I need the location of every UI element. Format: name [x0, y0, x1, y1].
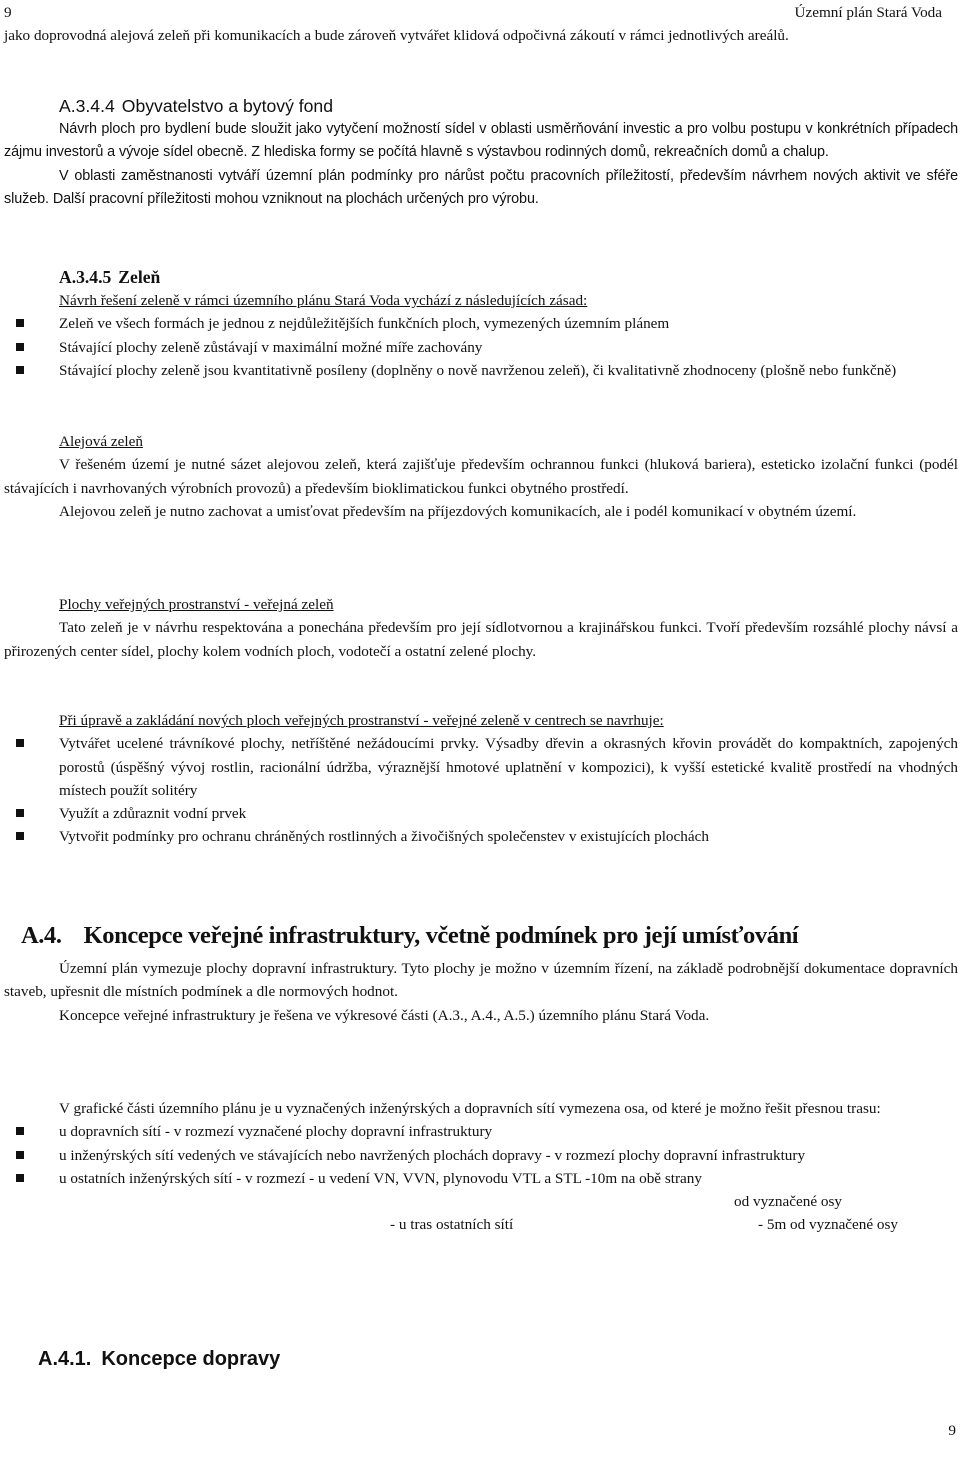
square-bullet-icon — [16, 809, 24, 817]
list-item: Stávající plochy zeleně jsou kvantitativně posíleny (doplněny o nově navrženou zeleň), či kvalitativně zhodnoceny (plošně nebo funkčně) — [4, 359, 958, 382]
subsection-alejova-zelen — [4, 430, 958, 523]
section-heading-infrastruktura — [4, 921, 958, 951]
paragraph-bydleni-part1: Návrh ploch pro bydlení bude sloužit jako vytyčení možností sídel v oblasti usměrňování investic a pro volbu postupu v konkrétních případech zájmu investorů a vývoje sídel obecně. — [4, 121, 958, 161]
tras-row — [4, 1213, 958, 1236]
section-number: A.4.1. — [38, 1348, 92, 1370]
infrastruktura-text — [4, 957, 958, 1027]
section-number: A.3.4.4 — [59, 96, 115, 116]
intro-block — [4, 24, 958, 47]
paragraph-zamestnanost-part1: V oblasti zaměstnanosti vytváří územní plán podmínky pro nárůst počtu pracovních příležitostí, především návrhem nových aktivit ve sféře služeb. — [4, 167, 958, 207]
verejna-zelen-heading: Plochy veřejných prostranství - veřejná zeleň — [59, 596, 334, 613]
subsection-verejna-zelen — [4, 593, 958, 663]
section-title: Koncepce veřejné infrastruktury, včetně podmínek pro její umísťování — [83, 922, 799, 949]
paragraph-zamestnanost — [4, 165, 958, 212]
alejova-zelen-heading: Alejová zeleň — [59, 433, 143, 450]
section-doprava — [4, 1345, 958, 1373]
list-item: Využít a zdůraznit vodní prvek — [4, 802, 958, 825]
square-bullet-icon — [16, 832, 24, 840]
zelen-intro: Návrh řešení zeleně v rámci územního plánu Stará Voda vychází z následujících zásad: — [59, 292, 588, 309]
zelen-principles-list — [4, 312, 958, 382]
list-item: u inženýrských sítí vedených ve stávajících nebo navržených plochách dopravy - v rozmezí plochy dopravní infrastruktury — [4, 1144, 958, 1167]
infrastruktura-paragraph-1: Územní plán vymezuje plochy dopravní infrastruktury. Tyto plochy je možno v územním řízení, na základě podrobnější dokumentace dopravních staveb, upřesnit dle místních podmínek a dle normových hodnot. — [4, 960, 958, 1001]
section-heading-obyvatelstvo — [4, 94, 958, 118]
verejna-zelen-paragraph: Tato zeleň je v návrhu respektována a ponechána především pro její sídlotvornou a krajinářskou funkci. Tvoří především rozsáhlé plochy návsí a přirozených center sídel, plochy kolem vodních ploch, vodotečí a ostatní zelené plochy. — [4, 619, 958, 660]
intro-paragraph: jako doprovodná alejová zeleň při komunikacích a bude zároveň vytvářet klidová odpočivná zákoutí v rámci jednotlivých areálů. — [4, 27, 789, 44]
trasy-list — [4, 1120, 958, 1190]
section-heading-doprava — [4, 1345, 958, 1373]
square-bullet-icon — [16, 1151, 24, 1159]
running-header-title: Územní plán Stará Voda — [794, 4, 942, 21]
section-zelen — [4, 265, 958, 382]
section-number: A.3.4.5 — [59, 267, 112, 287]
uprava-intro: Při úpravě a zakládání nových ploch veřejných prostranství - veřejné zeleně v centrech se navrhuje: — [59, 712, 664, 729]
alejova-zelen-paragraph-1: V řešeném území je nutné sázet alejovou zeleň, která zajišťuje především ochrannou funkci (hluková bariera), esteticko izolační funkci (podél stávajících i navrhovaných výrobních provozů) a především bioklimatickou funkci obytného prostředí. — [4, 456, 958, 497]
uprava-list — [4, 732, 958, 848]
square-bullet-icon — [16, 343, 24, 351]
section-title: Koncepce dopravy — [101, 1348, 281, 1370]
section-infrastruktura — [4, 921, 958, 951]
paragraph-bydleni-part2: Z hlediska formy se počítá hlavně s výstavbou rodinných domů, rekreačních domů a chalup. — [251, 144, 829, 161]
square-bullet-icon — [16, 319, 24, 327]
tras-ostatnich-siti: - u tras ostatních sítí — [390, 1216, 514, 1234]
tras-vzdalenost: - 5m od vyznačené osy — [758, 1216, 899, 1234]
infrastruktura-paragraph-2: Koncepce veřejné infrastruktury je řešena ve výkresové části (A.3., A.4., A.5.) územního plánu Stará Voda. — [59, 1006, 710, 1024]
list-item: u ostatních inženýrských sítí - v rozmezí - u vedení VN, VVN, plynovodu VTL a STL -10m na obě strany — [4, 1167, 958, 1190]
list-item: Vytvořit podmínky pro ochranu chráněných rostlinných a živočišných společenstev v existujících plochách — [4, 825, 958, 848]
list-item: Vytvářet ucelené trávníkové plochy, netříštěné nežádoucími prvky. Výsadby dřevin a okrasných křovin provádět do kompaktních, zapojených porostů (úspěšný vývoj rostlin, racionální údržba, výraznější hmotové uplatnění v kompozici), k vyšší estetické kvalitě prostředí na vhodných místech použít solitéry — [4, 732, 958, 802]
section-heading-zelen — [4, 265, 958, 289]
infrastruktura-paragraph-3: V grafické části územního plánu je u vyznačených inženýrských a dopravních sítí vymezena osa, od které je možno řešit přesnou trasu: — [59, 1100, 881, 1117]
square-bullet-icon — [16, 739, 24, 747]
list-item: Zeleň ve všech formách je jednou z nejdůležitějších funkčních ploch, vymezených územním plánem — [4, 312, 958, 335]
page-number-bottom: 9 — [948, 1422, 956, 1439]
list-item: u dopravních sítí - v rozmezí vyznačené plochy dopravní infrastruktury — [4, 1120, 958, 1143]
page-number-top: 9 — [4, 4, 12, 21]
section-obyvatelstvo — [4, 94, 958, 211]
square-bullet-icon — [16, 1127, 24, 1135]
infrastruktura-trasy — [4, 1097, 958, 1236]
section-title: Obyvatelstvo a bytový fond — [121, 96, 334, 116]
od-osy-text: od vyznačené osy — [734, 1193, 842, 1211]
square-bullet-icon — [16, 366, 24, 374]
section-number: A.4. — [21, 922, 62, 949]
subsection-uprava — [4, 709, 958, 849]
section-title: Zeleň — [118, 267, 161, 287]
square-bullet-icon — [16, 1174, 24, 1182]
paragraph-zamestnanost-part2: Další pracovní příležitosti mohou vzniknout na plochách určených pro výrobu. — [52, 190, 539, 207]
od-osy-row — [4, 1190, 958, 1213]
list-item: Stávající plochy zeleně zůstávají v maximální možné míře zachovány — [4, 336, 958, 359]
paragraph-bydleni — [4, 118, 958, 165]
alejova-zelen-paragraph-2: Alejovou zeleň je nutno zachovat a umisťovat především na příjezdových komunikacích, ale i podél komunikací v obytném území. — [59, 502, 857, 520]
